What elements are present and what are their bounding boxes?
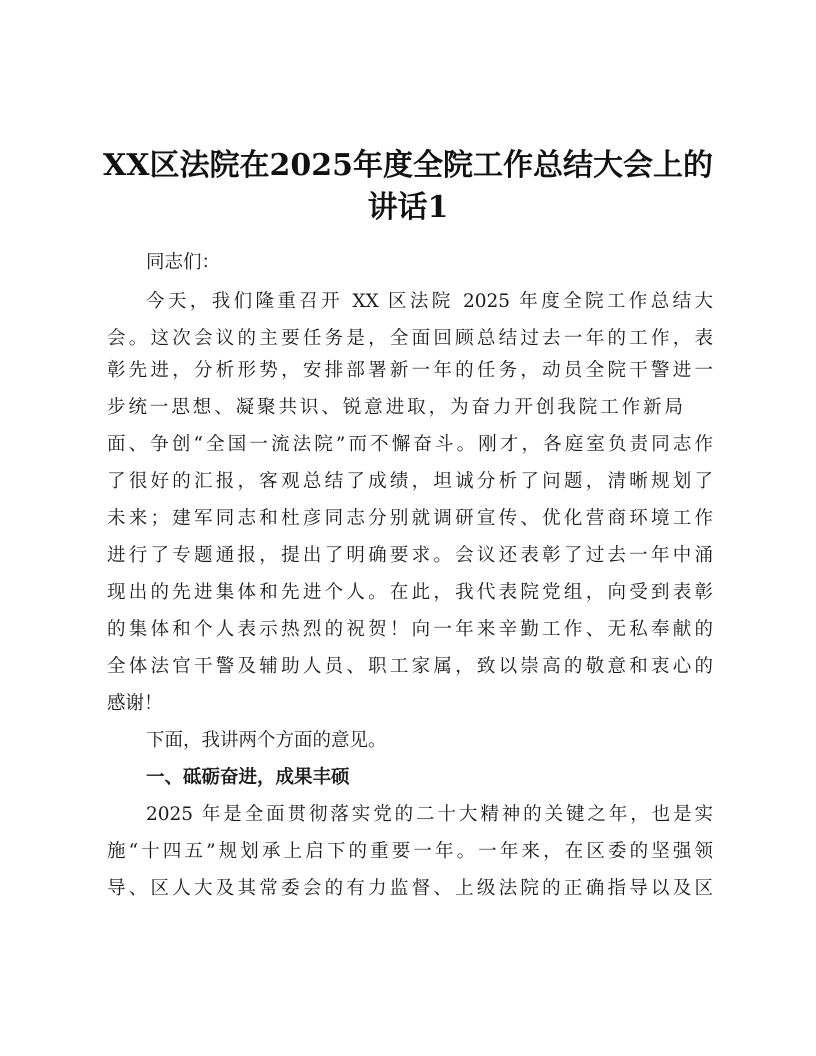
paragraph-2: 下面，我讲两个方面的意见。 [146, 730, 387, 751]
paragraph-1-line: 步统一思想、凝聚共识、锐意进取，为奋力开创我院工作新局 [107, 397, 683, 418]
paragraph-1-line: 未来；建军同志和杜彦同志分别就调研宣传、优化营商环境工作 [107, 508, 713, 529]
paragraph-1-line: 面、争创“全国一流法院”而不懈奋斗。刚才，各庭室负责同志作 [107, 434, 713, 455]
paragraph-1-line: 彰先进，分析形势，安排部署新一年的任务，动员全院干警进一 [107, 360, 713, 381]
paragraph-1-line: 感谢！ [107, 693, 163, 714]
document-title-line-2: 讲话1 [367, 190, 449, 225]
paragraph-3-line: 施“十四五”规划承上启下的重要一年。一年来，在区委的坚强领 [107, 841, 713, 862]
greeting: 同志们： [146, 252, 221, 273]
paragraph-1-line: 了很好的汇报，客观总结了成绩，坦诚分析了问题，清晰规划了 [107, 471, 713, 492]
paragraph-1-line: 今天，我们隆重召开 XX 区法院 2025 年度全院工作总结大 [146, 291, 713, 312]
paragraph-1-line: 全体法官干警及辅助人员、职工家属，致以崇高的敬意和衷心的 [107, 656, 713, 677]
paragraph-1-line: 进行了专题通报，提出了明确要求。会议还表彰了过去一年中涌 [107, 545, 713, 566]
paragraph-1-line: 现出的先进集体和先进个人。在此，我代表院党组，向受到表彰 [107, 582, 713, 603]
section-heading-1: 一、砥砺奋进，成果丰硕 [146, 767, 350, 788]
paragraph-3-line: 导、区人大及其常委会的有力监督、上级法院的正确指导以及区 [107, 878, 713, 899]
paragraph-1-line: 的集体和个人表示热烈的祝贺！向一年来辛勤工作、无私奉献的 [107, 619, 713, 640]
paragraph-1-line: 会。这次会议的主要任务是，全面回顾总结过去一年的工作，表 [107, 328, 713, 349]
paragraph-3-line: 2025 年是全面贯彻落实党的二十大精神的关键之年，也是实 [146, 804, 713, 825]
document-title-line-1: XX区法院在2025年度全院工作总结大会上的 [102, 148, 714, 183]
